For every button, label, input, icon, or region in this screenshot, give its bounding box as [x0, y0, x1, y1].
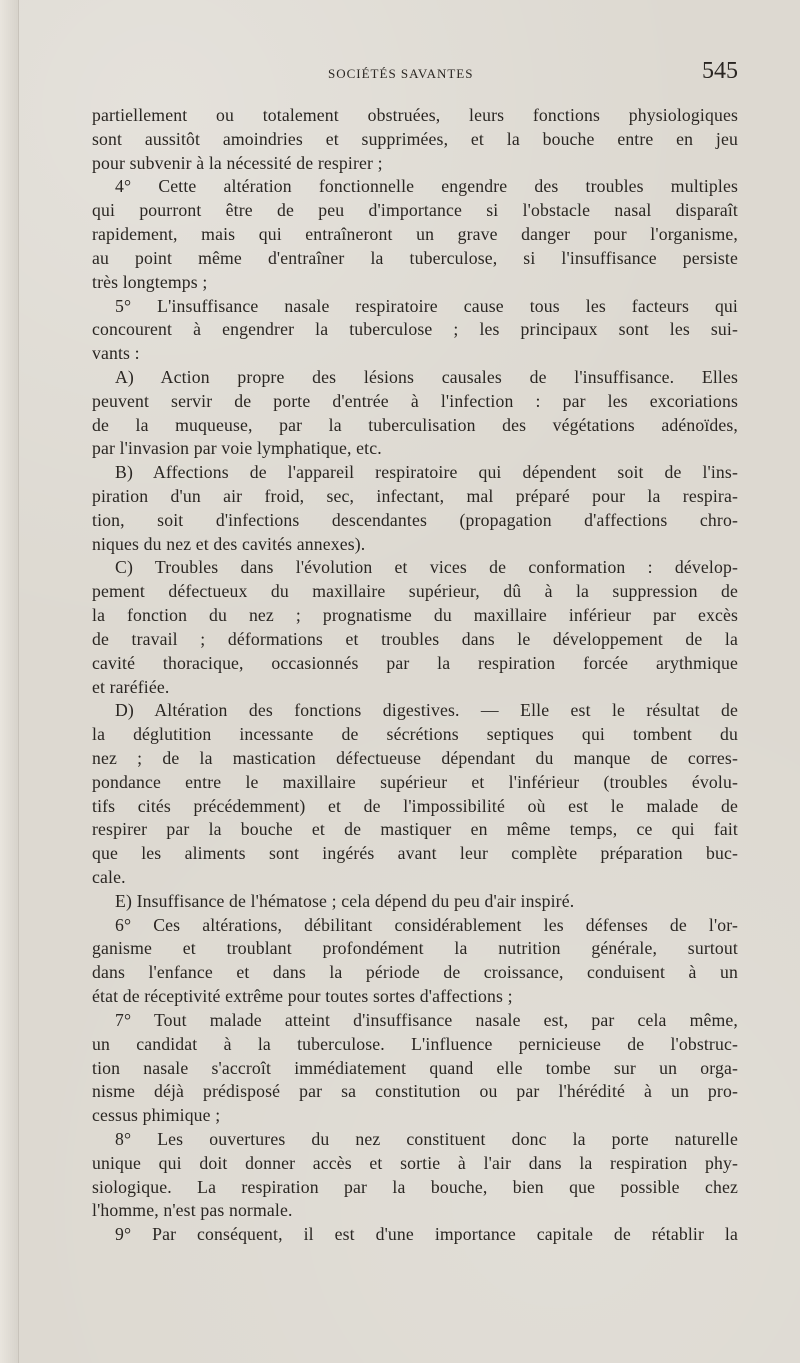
text-line: cale. [92, 867, 126, 887]
text-line: E) Insuffisance de l'hématose ; cela dépend du peu d'air inspiré. [115, 890, 575, 911]
text-line: rapidement, mais qui entraîneront un grave danger pour l'organisme, [92, 224, 738, 245]
text-line: état de réceptivité extrême pour toutes sortes d'affections ; [92, 986, 513, 1007]
page-header [0, 58, 800, 90]
text-line: ganisme et troublant profondément la nutrition générale, surtout [92, 938, 738, 959]
text-line: nisme déjà prédisposé par sa constitution ou par l'hérédité à un pro- [92, 1081, 738, 1102]
text-line: piration d'un air froid, sec, infectant, mal préparé pour la respira- [92, 486, 738, 506]
text-line: tion, soit d'infections descendantes (propagation d'affections chro- [92, 509, 738, 530]
text-line: A) Action propre des lésions causales de l'insuffisance. Elles [115, 366, 738, 387]
text-line: la fonction du nez ; prognatisme du maxillaire inférieur par excès [92, 605, 738, 626]
text-line: par l'invasion par voie lymphatique, etc. [92, 438, 382, 459]
text-line: 9° Par conséquent, il est d'une importance capitale de rétablir la [115, 1224, 738, 1245]
text-line: unique qui doit donner accès et sortie à l'air dans la respiration phy- [92, 1152, 738, 1173]
text-line: 4° Cette altération fonctionnelle engendre des troubles multiples [115, 176, 738, 197]
running-head: SOCIÉTÉS SAVANTES [328, 66, 474, 81]
text-line: niques du nez et des cavités annexes). [92, 533, 366, 554]
text-line: vants : [92, 343, 140, 364]
text-line: dans l'enfance et dans la période de croissance, conduisent à un [92, 962, 738, 983]
text-line: que les aliments sont ingérés avant leur complète préparation buc- [92, 843, 738, 864]
text-line: qui pourront être de peu d'importance si l'obstacle nasal disparaît [92, 200, 738, 221]
text-line: pondance entre le maxillaire supérieur et l'inférieur (troubles évolu- [92, 771, 738, 792]
text-line: 5° L'insuffisance nasale respiratoire cause tous les facteurs qui [115, 295, 738, 316]
text-line: pement défectueux du maxillaire supérieur, dû à la suppression de [92, 581, 738, 602]
text-line: tion nasale s'accroît immédiatement quand elle tombe sur un orga- [92, 1057, 738, 1078]
text-line: de la muqueuse, par la tuberculisation des végétations adénoïdes, [92, 414, 738, 435]
text-line: un candidat à la tuberculose. L'influence pernicieuse de l'obstruc- [92, 1033, 738, 1054]
text-line: sont aussitôt amoindries et supprimées, et la bouche entre en jeu [92, 128, 738, 149]
text-line: pour subvenir à la nécessité de respirer ; [92, 152, 383, 173]
text-line: l'homme, n'est pas normale. [92, 1200, 293, 1221]
text-line: concourent à engendrer la tuberculose ; les principaux sont les sui- [92, 319, 738, 340]
text-line: tifs cités précédemment) et de l'impossibilité où est le malade de [92, 795, 738, 816]
text-line: nez ; de la mastication défectueuse dépendant du manque de corres- [92, 747, 738, 768]
text-line: B) Affections de l'appareil respiratoire qui dépendent soit de l'ins- [115, 462, 738, 483]
text-line: et raréfiée. [92, 676, 170, 697]
text-line: de travail ; déformations et troubles dans le développement de la [92, 628, 738, 649]
page-number: 545 [702, 58, 738, 84]
text-line: très longtemps ; [92, 271, 208, 292]
text-line: la déglutition incessante de sécrétions septiques qui tombent du [92, 724, 738, 745]
text-line: 8° Les ouvertures du nez constituent donc la porte naturelle [115, 1128, 738, 1149]
text-line: 7° Tout malade atteint d'insuffisance nasale est, par cela même, [115, 1009, 738, 1030]
page-left-edge [0, 0, 19, 1363]
text-line: cessus phimique ; [92, 1105, 221, 1126]
text-line: au point même d'entraîner la tuberculose, si l'insuffisance persiste [92, 247, 738, 268]
text-line: siologique. La respiration par la bouche, bien que possible chez [92, 1176, 738, 1197]
text-line: C) Troubles dans l'évolution et vices de conformation : dévelop- [115, 557, 738, 578]
body-text [92, 104, 738, 1247]
text-line: 6° Ces altérations, débilitant considérablement les défenses de l'or- [115, 914, 738, 935]
text-line: D) Altération des fonctions digestives. — Elle est le résultat de [115, 700, 738, 721]
text-line: respirer par la bouche et de mastiquer en même temps, ce qui fait [92, 819, 738, 840]
text-line: cavité thoracique, occasionnés par la respiration forcée arythmique [92, 652, 738, 673]
text-line: peuvent servir de porte d'entrée à l'infection : par les excoriations [92, 390, 738, 411]
text-line: partiellement ou totalement obstruées, leurs fonctions physiologiques [92, 105, 738, 125]
